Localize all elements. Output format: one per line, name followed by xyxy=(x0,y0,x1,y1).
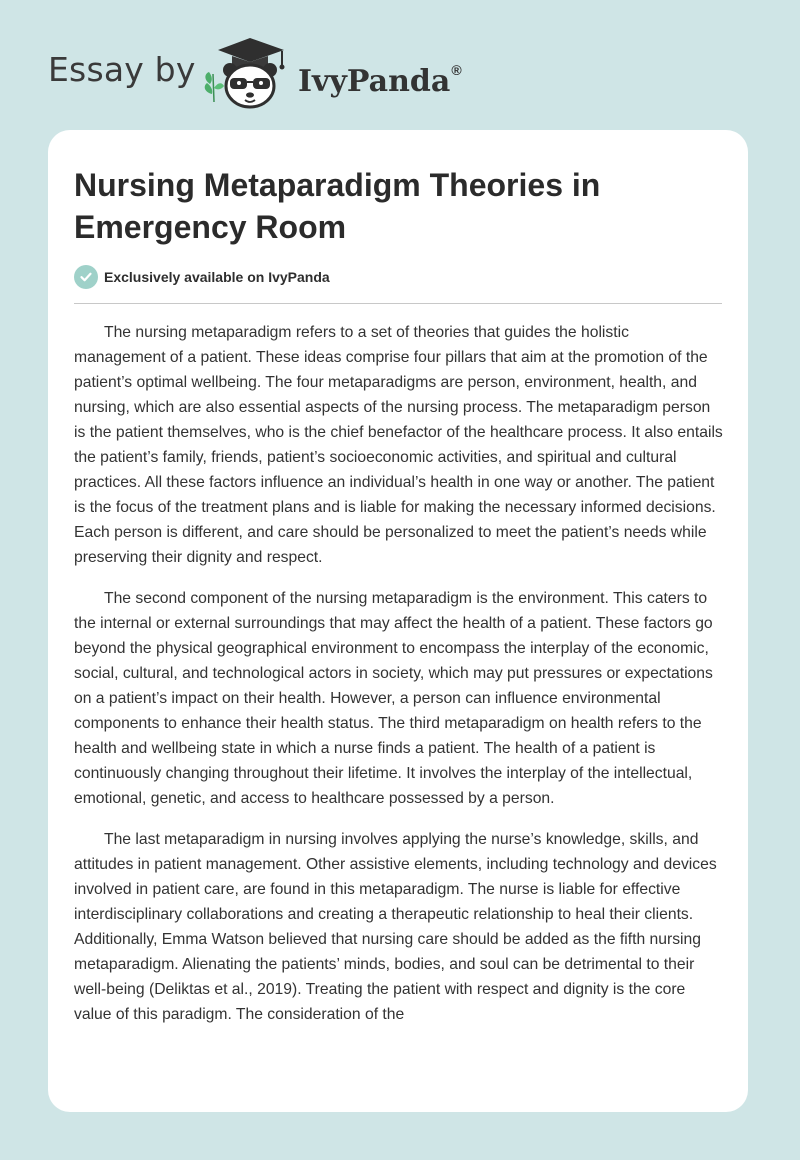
paragraph-1: The nursing metaparadigm refers to a set of theories that guides the holistic management of a patient. These ideas comprise four pillars that aim at the promotion of the patient’s optimal wellbeing. The four metaparadigms are person, environment, health, and nursing, which are also essential aspects of the nursing process. The metaparadigm person is the patient themselves, who is the chief benefactor of the healthcare process. It also entails the patient’s family, friends, patient’s socioeconomic activities, and spiritual and cultural practices. All these factors influence an individual’s health in one way or another. The patient is the focus of the treatment plans and is liable for making the necessary informed decisions. Each person is different, and care should be personalized to meet the patient’s needs while preserving their dignity and respect. xyxy=(74,324,723,566)
brand-name: IvyPanda xyxy=(298,64,451,99)
exclusive-badge-label: Exclusively available on IvyPanda xyxy=(104,269,330,285)
essay-by-label: Essay by xyxy=(48,50,196,89)
paragraph-3: The last metaparadigm in nursing involves applying the nurse’s knowledge, skills, and attitudes in patient management. Other assistive elements, including technology and devices involved in patient care, are found in this metaparadigm. The nurse is liable for effective interdisciplinary collaborations and creating a therapeutic relationship to heal their clients. Additionally, Emma Watson believed that nursing care should be added as the fifth nursing metaparadigm. Alienating the patients’ minds, bodies, and soul can be detrimental to their well-being (Deliktas et al., 2019). Treating the patient with respect and dignity is the core value of this paradigm. The consideration of the xyxy=(74,831,717,1023)
paragraph-2: The second component of the nursing metaparadigm is the environment. This caters to the internal or external surroundings that may affect the health of a patient. These factors go beyond the physical geographical environment to encompass the interplay of the economic, social, cultural, and technological actors in society, which may put pressures or expectations on a patient’s impact on their health. However, a person can influence environmental components to enhance their health status. The third metaparadigm on health refers to the health and wellbeing state in which a nurse finds a patient. The health of a patient is continuously changing throughout their lifetime. It involves the interplay of the intellectual, emotional, genetic, and access to healthcare possessed by a person. xyxy=(74,590,713,807)
check-circle-icon xyxy=(74,265,98,289)
panda-logo-icon[interactable] xyxy=(200,34,294,110)
essay-body xyxy=(74,320,724,1043)
page-title: Nursing Metaparadigm Theories in Emergency Room xyxy=(74,167,601,245)
site-header xyxy=(0,0,800,120)
registered-mark: ® xyxy=(451,62,462,78)
brand-logo-text[interactable] xyxy=(298,50,462,102)
exclusive-badge xyxy=(74,264,330,290)
title-divider xyxy=(74,303,722,304)
ivy-leaf-icon xyxy=(205,72,224,102)
essay-card xyxy=(48,130,748,1112)
panda-face-icon xyxy=(223,63,277,107)
